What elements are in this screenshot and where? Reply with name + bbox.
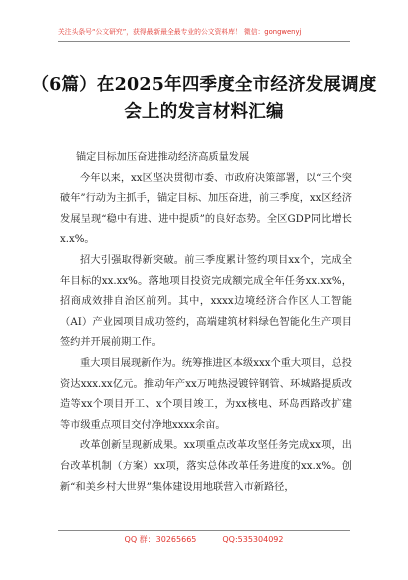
body-paragraph: 重大项目展现新作为。统筹推进区本级xxx个重大项目，总投资达xxx.xx亿元。推动年产xx万吨热浸镀锌钢管、环城路提质改造等xx个项目开工、x个项目竣工，为xx核电、环岛西路改扩建等市级重点项目交付净地xxxx余亩。: [60, 357, 352, 431]
header-promo-text: 关注头条号“公文研究”，获得最新最全最专业的公文资料库！ 微信：gongwenyj: [58, 28, 302, 36]
body-paragraph: 改革创新呈现新成果。xx项重点改革攻坚任务完成xx项，出台改革机制（方案）xx项，落实总体改革任务进度的xx.x%。创新“和美乡村大世界”集体建设用地联营入市新路径，: [60, 440, 352, 493]
body-paragraph: 招大引强取得新突破。前三季度累计签约项目xx个，完成全年目标的xx.xx%。落地项目投资完成额完成全年任务xx.xx%，招商成效排自治区前列。其中，xxxx边境经济合作区人工智能（AI）产业园项目成功签约，高端建筑材料绿色智能化生产项目签约并开展前期工作。: [60, 254, 352, 349]
footer-qq-group: QQ 群：30265665: [124, 535, 197, 544]
footer-contact: [0, 534, 408, 545]
document-title: （6篇）在2025年四季度全市经济发展调度会上的发言材料汇编: [31, 75, 377, 122]
footer-divider: [58, 530, 350, 531]
section-subtitle: 锚定目标加压奋进推动经济高质量发展: [76, 152, 250, 163]
header-divider: [58, 41, 350, 42]
footer-qq-number: QQ:535304092: [222, 535, 284, 544]
document-body: [60, 148, 352, 498]
body-paragraph: 今年以来，xx区坚决贯彻市委、市政府决策部署，以“三个突破年”行动为主抓手，锚定目标、加压奋进，前三季度，xx区经济发展呈现“稳中有进、进中提质”的良好态势。全区GDP同比增长x.x%。: [60, 172, 352, 246]
